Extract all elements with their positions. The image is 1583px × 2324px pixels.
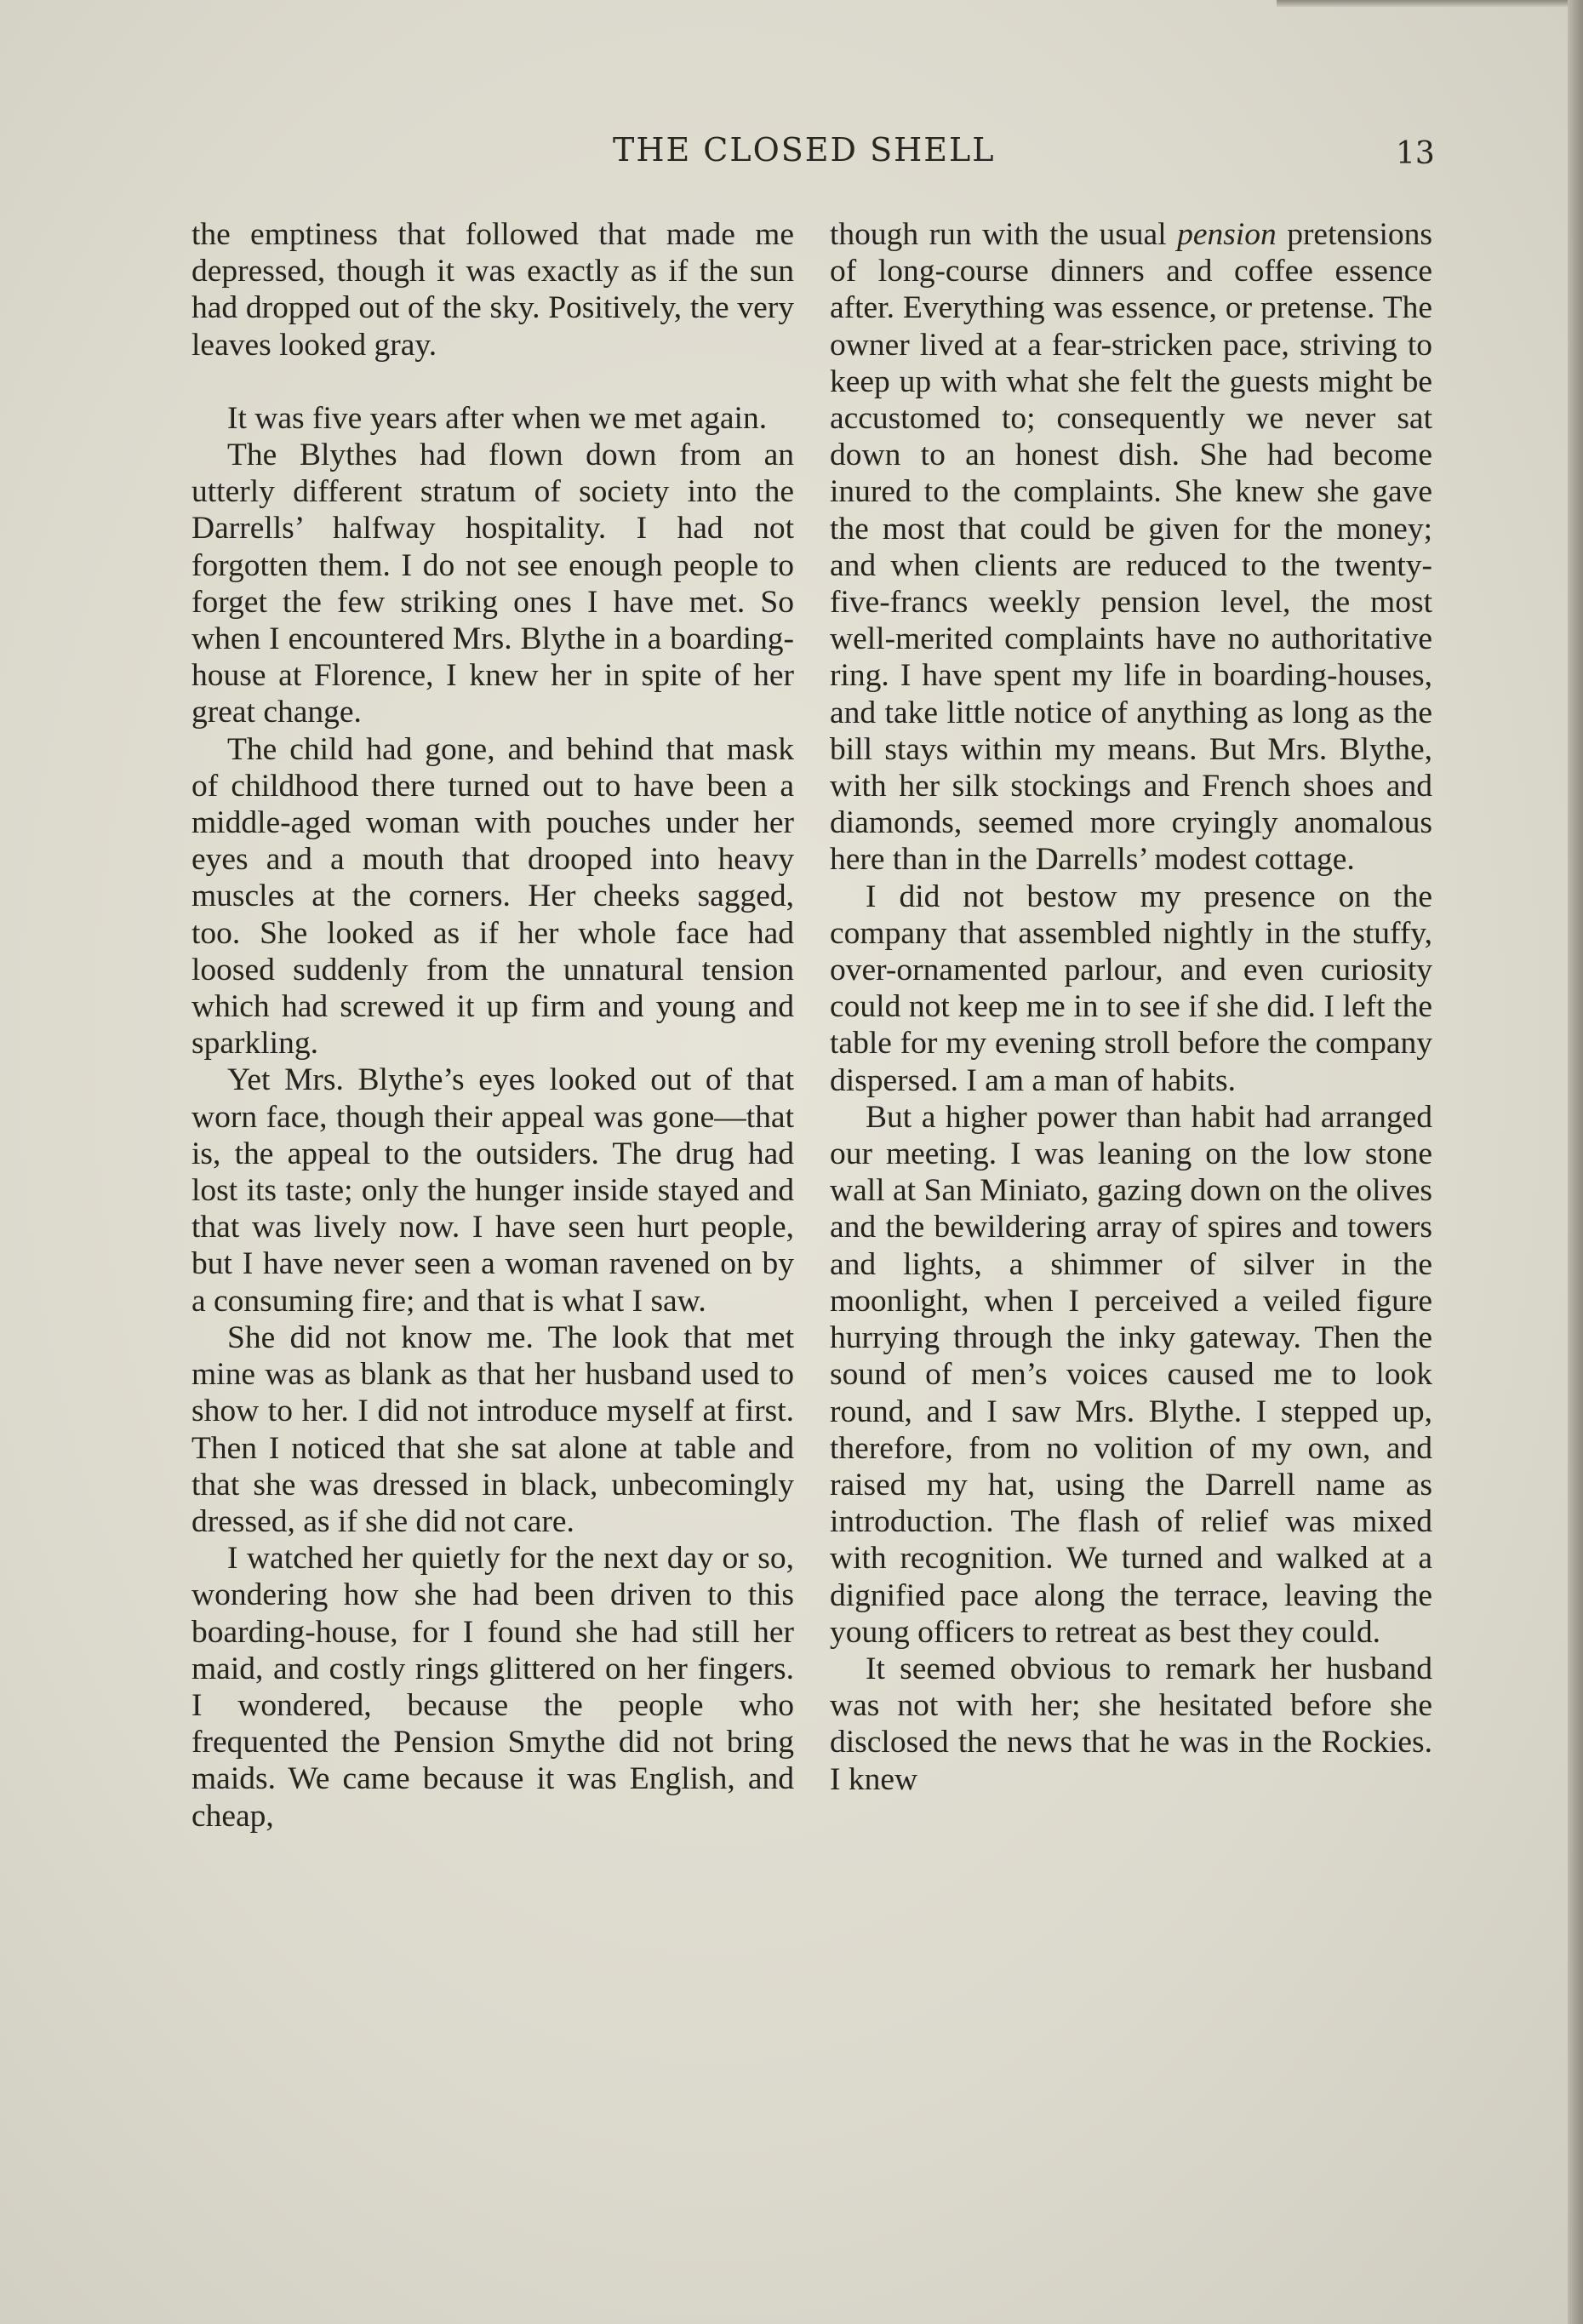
paragraph: the emptiness that followed that made me depressed, though it was exactly as if the sun had dropped out of the sky. Positively, the very leaves looked gray. xyxy=(191,217,794,363)
paragraph: I did not bestow my presence on the company that assembled nightly in the stuffy, over-ornamented parlour, and even curiosity could not keep me in to see if she did. I left the table for my evening stroll before the company dispersed. I am a man of habits. xyxy=(830,879,1432,1098)
running-title: THE CLOSED SHELL xyxy=(613,131,996,169)
right-column xyxy=(830,216,1432,1798)
paragraph: It was five years after when we met again. xyxy=(227,400,768,436)
italic-word: pension xyxy=(1177,217,1277,252)
paragraph-text: though run with the usual xyxy=(830,217,1178,252)
page-edge-top xyxy=(1277,0,1583,7)
paragraph: Yet Mrs. Blythe’s eyes looked out of that worn face, though their appeal was gone—that is, the appeal to the outsiders. The drug had lost its taste; only the hunger inside stayed and that was lively now. I have seen hurt people, but I have never seen a woman ravened on by a consuming fire; and that is what I saw. xyxy=(191,1062,794,1319)
left-column xyxy=(191,216,794,1835)
paragraph: But a higher power than habit had arranged our meeting. I was leaning on the low stone wall at San Miniato, gazing down on the olives and the bewildering array of spires and towers and lights, a shimmer of silver in the moonlight, when I perceived a veiled figure hurrying through the inky gateway. Then the sound of men’s voices caused me to look round, and I saw Mrs. Blythe. I stepped up, therefore, from no volition of my own, and raised my hat, using the Darrell name as introduction. The flash of relief was mixed with recognition. We turned and walked at a dignified pace along the terrace, leaving the young officers to retreat as best they could. xyxy=(830,1099,1432,1650)
paragraph: She did not know me. The look that met mine was as blank as that her husband used to show to her. I did not introduce myself at first. Then I noticed that she sat alone at table and that she was dressed in black, unbecomingly dressed, as if she did not care. xyxy=(191,1319,794,1539)
paragraph: The Blythes had flown down from an utterly different stratum of society into the Darrells’ halfway hospitality. I had not forgotten them. I do not see enough people to forget the few striking ones I have met. So when I encountered Mrs. Blythe in a boarding-house at Florence, I knew her in spite of her great change. xyxy=(191,438,794,730)
paragraph: The child had gone, and behind that mask of childhood there turned out to have been a middle-aged woman with pouches under her eyes and a mouth that drooped into heavy muscles at the corners. Her cheeks sagged, too. She looked as if her whole face had loosed suddenly from the unnatural tension which had screwed it up firm and young and sparkling. xyxy=(191,731,794,1062)
paragraph-text: pretensions of long-course dinners and coffee essence after. Everything was essence, or pretense. The owner lived at a fear-stricken pace, striving to keep up with what she felt the guests might be accustomed to; consequently we never sat down to an honest dish. She had become inured to the complaints. She knew she gave the most that could be given for the money; and when clients are reduced to the twenty-five-francs weekly pension level, the most well-merited complaints have no authoritative ring. I have spent my life in boarding-houses, and take little notice of anything as long as the bill stays within my means. But Mrs. Blythe, with her silk stockings and French shoes and diamonds, seemed more cryingly anomalous here than in the Darrells’ modest cottage. xyxy=(830,217,1432,878)
paragraph xyxy=(830,216,1432,879)
paragraph: It seemed obvious to remark her husband was not with her; she hesitated before she disclosed the news that he was in the Rockies. I knew xyxy=(830,1651,1432,1797)
page-edge-right xyxy=(1568,0,1583,2324)
paragraph: I watched her quietly for the next day or so, wondering how she had been driven to this boarding-house, for I found she had still her maid, and costly rings glittered on her fingers. I wondered, because the people who frequented the Pension Smythe did not bring maids. We came because it was English, and cheap, xyxy=(191,1541,794,1834)
page-number: 13 xyxy=(1396,136,1435,171)
running-head xyxy=(0,131,1583,182)
